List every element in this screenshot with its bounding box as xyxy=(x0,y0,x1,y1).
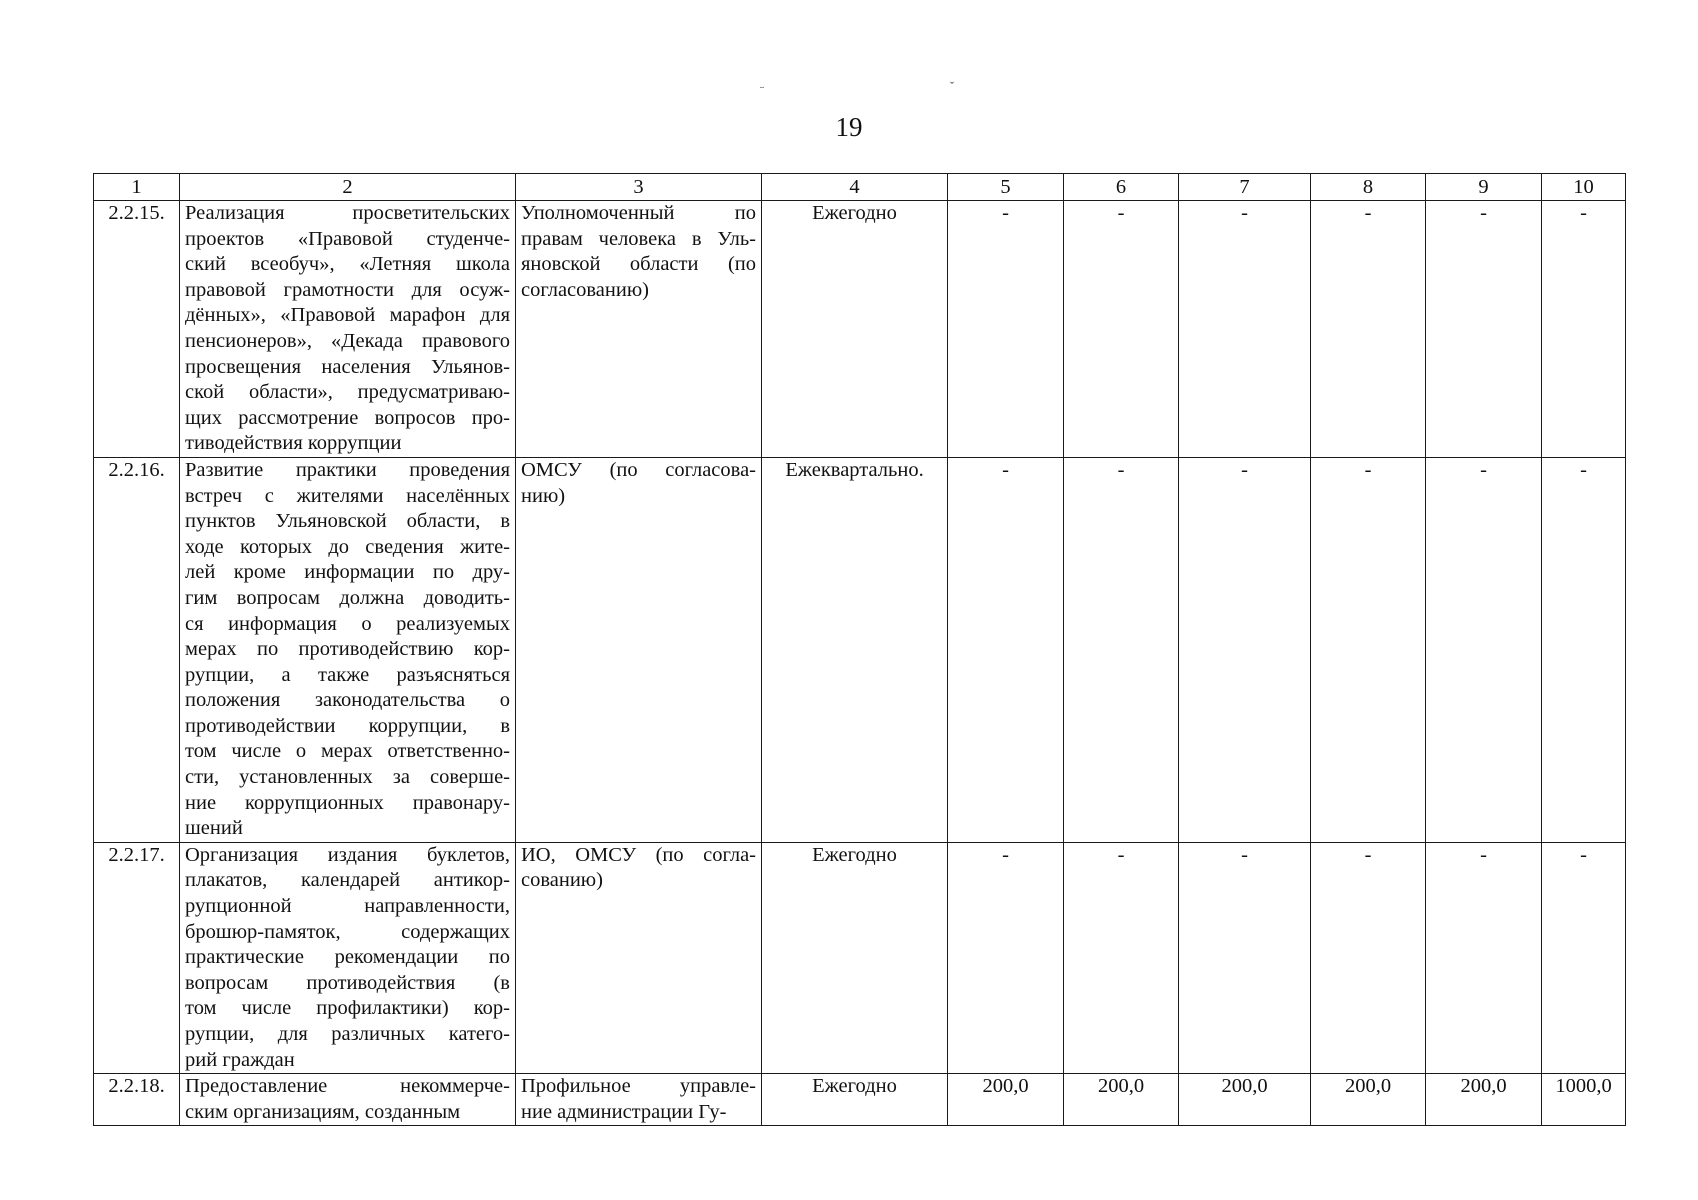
row-number: 2.2.18. xyxy=(94,1074,180,1126)
column-header: 8 xyxy=(1311,174,1426,201)
description-line: противодействии коррупции, в xyxy=(185,714,510,737)
executor-line: Профильное управле- xyxy=(521,1075,756,1098)
description-line: том числе профилактики) кор- xyxy=(185,997,510,1020)
funding-value: - xyxy=(1064,201,1179,458)
executor-line: яновской области (по xyxy=(521,253,756,276)
scan-mark: ˇ xyxy=(950,79,954,93)
page-number: 19 xyxy=(835,112,863,142)
funding-value: 200,0 xyxy=(1426,1074,1542,1126)
funding-value: 1000,0 xyxy=(1542,1074,1626,1126)
column-header: 2 xyxy=(180,174,516,201)
description-line: Реализация просветительских xyxy=(185,202,510,224)
funding-value: - xyxy=(948,842,1064,1073)
funding-value: - xyxy=(948,457,1064,842)
description-line: ский всеобуч», «Летняя школа xyxy=(185,253,510,276)
column-header: 9 xyxy=(1426,174,1542,201)
description-line: пенсионеров», «Декада правового xyxy=(185,329,510,352)
description-line: рупции, для различных катего- xyxy=(185,1023,510,1045)
executor-line: правам человека в Уль- xyxy=(521,227,756,250)
term: Ежегодно xyxy=(762,842,948,1073)
description-line: лей кроме информации по дру- xyxy=(185,561,510,584)
funding-value: - xyxy=(1542,201,1626,458)
measure-description xyxy=(180,842,516,1073)
term: Ежегодно xyxy=(762,201,948,458)
description-line: рупционной направленности, xyxy=(185,895,510,918)
column-header: 4 xyxy=(762,174,948,201)
scan-mark: ¨ xyxy=(760,83,764,97)
term: Ежегодно xyxy=(762,1074,948,1126)
measure-description xyxy=(180,457,516,842)
column-header: 3 xyxy=(516,174,762,201)
description-line: Организация издания буклетов, xyxy=(185,843,510,866)
funding-value: - xyxy=(1179,201,1311,458)
table-row xyxy=(94,201,1626,458)
funding-value: - xyxy=(1311,842,1426,1073)
description-line: Развитие практики проведения xyxy=(185,458,510,481)
column-header: 7 xyxy=(1179,174,1311,201)
table-row xyxy=(94,1074,1626,1126)
executor xyxy=(516,1074,762,1126)
executor xyxy=(516,457,762,842)
measure-description xyxy=(180,1074,516,1126)
executor-line: согласованию) xyxy=(521,278,649,301)
description-line: встреч с жителями населённых xyxy=(185,484,510,507)
description-line: щих рассмотрение вопросов про- xyxy=(185,406,510,429)
funding-value: 200,0 xyxy=(948,1074,1064,1126)
table-row xyxy=(94,842,1626,1073)
measure-description xyxy=(180,201,516,458)
funding-value: 200,0 xyxy=(1179,1074,1311,1126)
description-line: положения законодательства о xyxy=(185,689,510,712)
funding-value: 200,0 xyxy=(1311,1074,1426,1126)
executor xyxy=(516,842,762,1073)
row-number: 2.2.16. xyxy=(94,457,180,842)
description-line: том числе о мерах ответственно- xyxy=(185,740,510,763)
description-line: мерах по противодействию кор- xyxy=(185,638,510,661)
executor xyxy=(516,201,762,458)
description-line: ся информация о реализуемых xyxy=(185,612,510,635)
funding-value: - xyxy=(1179,842,1311,1073)
executor-line: ние администрации Гу- xyxy=(521,1100,727,1123)
description-line: брошюр-памяток, содержащих xyxy=(185,920,510,943)
funding-value: - xyxy=(1311,201,1426,458)
funding-value: - xyxy=(1179,457,1311,842)
funding-value: - xyxy=(1426,201,1542,458)
row-number: 2.2.17. xyxy=(94,842,180,1073)
description-line: ской области», предусматриваю- xyxy=(185,381,510,404)
description-line: сти, установленных за соверше- xyxy=(185,766,510,789)
description-line: рупции, а также разъясняться xyxy=(185,663,510,686)
description-line: рий граждан xyxy=(185,1048,295,1071)
description-line: правовой грамотности для осуж- xyxy=(185,278,510,301)
description-line: ским организациям, созданным xyxy=(185,1100,461,1123)
description-line: проектов «Правовой студенче- xyxy=(185,227,510,250)
description-line: плакатов, календарей антикор- xyxy=(185,869,510,892)
executor-line: Уполномоченный по xyxy=(521,202,756,224)
funding-value: - xyxy=(1542,457,1626,842)
description-line: гим вопросам должна доводить- xyxy=(185,586,510,609)
column-header: 10 xyxy=(1542,174,1626,201)
description-line: практические рекомендации по xyxy=(185,946,510,969)
funding-value: - xyxy=(1426,842,1542,1073)
header-row xyxy=(94,174,1626,201)
description-line: просвещения населения Ульянов- xyxy=(185,355,510,378)
funding-value: - xyxy=(1064,457,1179,842)
column-header: 5 xyxy=(948,174,1064,201)
description-line: Предоставление некоммерче- xyxy=(185,1075,510,1098)
description-line: дённых», «Правовой марафон для xyxy=(185,304,510,327)
executor-line: ИО, ОМСУ (по согла- xyxy=(521,843,756,866)
description-line: ние коррупционных правонару- xyxy=(185,791,510,814)
row-number: 2.2.15. xyxy=(94,201,180,458)
measures-table xyxy=(93,173,1626,1126)
description-line: ходе которых до сведения жите- xyxy=(185,535,510,558)
funding-value: 200,0 xyxy=(1064,1074,1179,1126)
description-line: тиводействия коррупции xyxy=(185,432,402,455)
funding-value: - xyxy=(948,201,1064,458)
executor-line: ОМСУ (по согласова- xyxy=(521,458,756,481)
executor-line: нию) xyxy=(521,484,566,507)
column-header: 6 xyxy=(1064,174,1179,201)
funding-value: - xyxy=(1064,842,1179,1073)
funding-value: - xyxy=(1311,457,1426,842)
description-line: вопросам противодействия (в xyxy=(185,971,510,994)
description-line: пунктов Ульяновской области, в xyxy=(185,510,510,533)
table-row xyxy=(94,457,1626,842)
funding-value: - xyxy=(1542,842,1626,1073)
column-header: 1 xyxy=(94,174,180,201)
term: Ежеквартально. xyxy=(762,457,948,842)
executor-line: сованию) xyxy=(521,869,603,892)
funding-value: - xyxy=(1426,457,1542,842)
description-line: шений xyxy=(185,817,243,840)
